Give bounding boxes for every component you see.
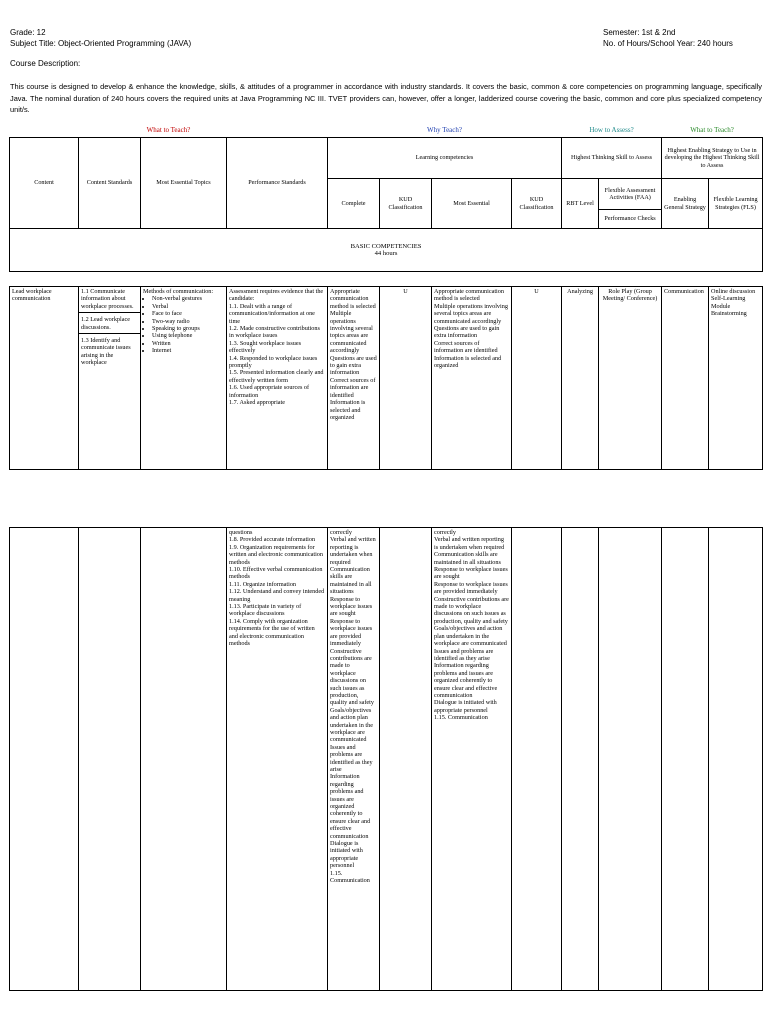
content-standards-cell [79,528,141,991]
enabling-cell [662,528,709,991]
col-fls: Flexible Learning Strategies (FLS) [709,179,763,229]
rbt-cell [562,528,599,991]
kud-1-cell: U [380,287,432,470]
col-kud-1: KUD Classification [380,179,432,229]
col-enabling-general: Enabling General Strategy [662,179,709,229]
faa-cell [599,528,662,991]
complete-cell: Appropriate communication method is selected Multiple operations involving several topics areas are communicated accordingly Questions are used to gain extra information Correct sources of information are identified Information is selected and organized [328,287,380,470]
faa-cell: Role Play (Group Meeting/ Conference) [599,287,662,470]
fls-cell [709,528,763,991]
col-faa: Flexible Assessment Activities (FAA) [599,179,662,210]
rbt-cell: Analyzing [562,287,599,470]
performance-cell: Assessment requires evidence that the candidate: 1.1. Dealt with a range of communication/information at one time 1.2. Made constructive contributions in workplace issues 1.3. Sought workplace issues effectively 1.4. Responded to workplace issues promptly 1.5. Presented information clearly and effectively written form 1.6. Used appropriate sources of information 1.7. Asked appropriate [227,287,328,470]
col-performance-checks: Performance Checks [599,210,662,229]
header-left [10,27,191,49]
topics-list [143,295,224,354]
list-item: • Using telephone [152,332,224,339]
col-most-essential: Most Essential [432,179,512,229]
list-item: • Verbal [152,303,224,310]
how-to-assess-heading: How to Assess? [562,127,662,138]
list-item: • Written [152,340,224,347]
content-standards-cell [79,287,141,470]
what-to-teach-heading-2: What to Teach? [662,127,763,138]
course-description-text: This course is designed to develop & enhance the knowledge, skills, & attitudes of a programmer in accordance with industry standards. It covers the basic, common & core competencies on programming language, specifically Java. The nominal duration of 240 hours covers the required units at Java Programming NC III. TVET providers can, however, offer a longer, ladderized course covering the basic, common and core plus specialized competency unit/s. [10,82,762,114]
course-description-label: Course Description: [10,59,81,68]
table-row [10,287,763,470]
standard-3: 1.3 Identify and communicate issues arising in the workplace [81,337,131,367]
standard-1: 1.1 Communicate information about workplace processes. [79,287,140,313]
topics-intro: Methods of communication: [143,288,214,295]
col-complete: Complete [328,179,380,229]
basic-competencies-banner [10,229,763,272]
kud-2-cell: U [512,287,562,470]
list-item: • Two-way radio [152,318,224,325]
topics-cell [141,528,227,991]
col-most-essential-topics: Most Essential Topics [141,138,227,229]
why-teach-heading: Why Teach? [328,127,562,138]
essential-cell: Appropriate communication method is selected Multiple operations involving several topics areas are communicated accordingly Questions are used to gain extra information Correct sources of information are identified Information is selected and organized [432,287,512,470]
kud-2-cell [512,528,562,991]
list-item: • Non-verbal gestures [152,295,224,302]
col-learning-competencies: Learning competencies [328,138,562,179]
fls-cell: Online discussion Self-Learning Module Brainstorming [709,287,763,470]
col-performance-standards: Performance Standards [227,138,328,229]
semester-label: Semester: 1st & 2nd [603,28,676,37]
col-highest-enabling-strategy: Highest Enabling Strategy to Use in developing the Highest Thinking Skill to Assess [662,138,763,179]
content-cell: Lead workplace communication [10,287,79,470]
header-right [603,27,733,49]
list-item: • Face to face [152,310,224,317]
basic-competencies-title: BASIC COMPETENCIES [350,242,422,250]
grade-label: Grade: 12 [10,28,46,37]
curriculum-table-2 [9,527,763,991]
performance-cell: questions 1.8. Provided accurate information 1.9. Organization requirements for written and electronic communication methods 1.10. Effective verbal communication methods 1.11. Organize information 1.12. Understand and convey intended meaning 1.13. Participate in variety of workplace discussions 1.14. Comply with organization requirements for the use of written and electronic communication methods [227,528,328,991]
list-item: • Internet [152,347,224,354]
basic-competencies-hours: 44 hours [374,250,398,257]
col-highest-thinking-skill: Highest Thinking Skill to Assess [562,138,662,179]
essential-cell: correctly Verbal and written reporting is undertaken when required Communication skills are maintained in all situations Response to workplace issues are sought Response to workplace issues are provided immediately Constructive contributions are made to workplace discussions on such issues as production, quality and safety Goals/objectives and action plan undertaken in the workplace are communicated Issues and problems are identified as they arise Information regarding problems and issues are organized coherently to ensure clear and effective communication Dialogue is initiated with appropriate personnel 1.15. Communication [432,528,512,991]
subject-title: Subject Title: Object-Oriented Programming (JAVA) [10,39,192,48]
col-content: Content [10,138,79,229]
col-kud-2: KUD Classification [512,179,562,229]
hours-label: No. of Hours/School Year: 240 hours [603,39,733,48]
list-item: • Speaking to groups [152,325,224,332]
what-to-teach-heading: What to Teach? [10,127,328,138]
topics-cell [141,287,227,470]
complete-cell: correctly Verbal and written reporting is undertaken when required Communication skills are maintained in all situations Response to workplace issues are sought Response to workplace issues are provided immediately Constructive contributions are made to workplace discussions on such issues as production, quality and safety Goals/objectives and action plan undertaken in the workplace are communicated Issues and problems are identified as they arise Information regarding problems and issues are organized coherently to ensure clear and effective communication Dialogue is initiated with appropriate personnel 1.15. Communication [328,528,380,991]
standard-2: 1.2 Lead workplace discussions. [79,315,140,334]
kud-1-cell [380,528,432,991]
col-rbt-level: RBT Level [562,179,599,229]
col-content-standards: Content Standards [79,138,141,229]
table-row [10,528,763,991]
content-cell [10,528,79,991]
curriculum-table-1 [9,127,763,470]
spacer-row [10,272,763,287]
enabling-cell: Communication [662,287,709,470]
